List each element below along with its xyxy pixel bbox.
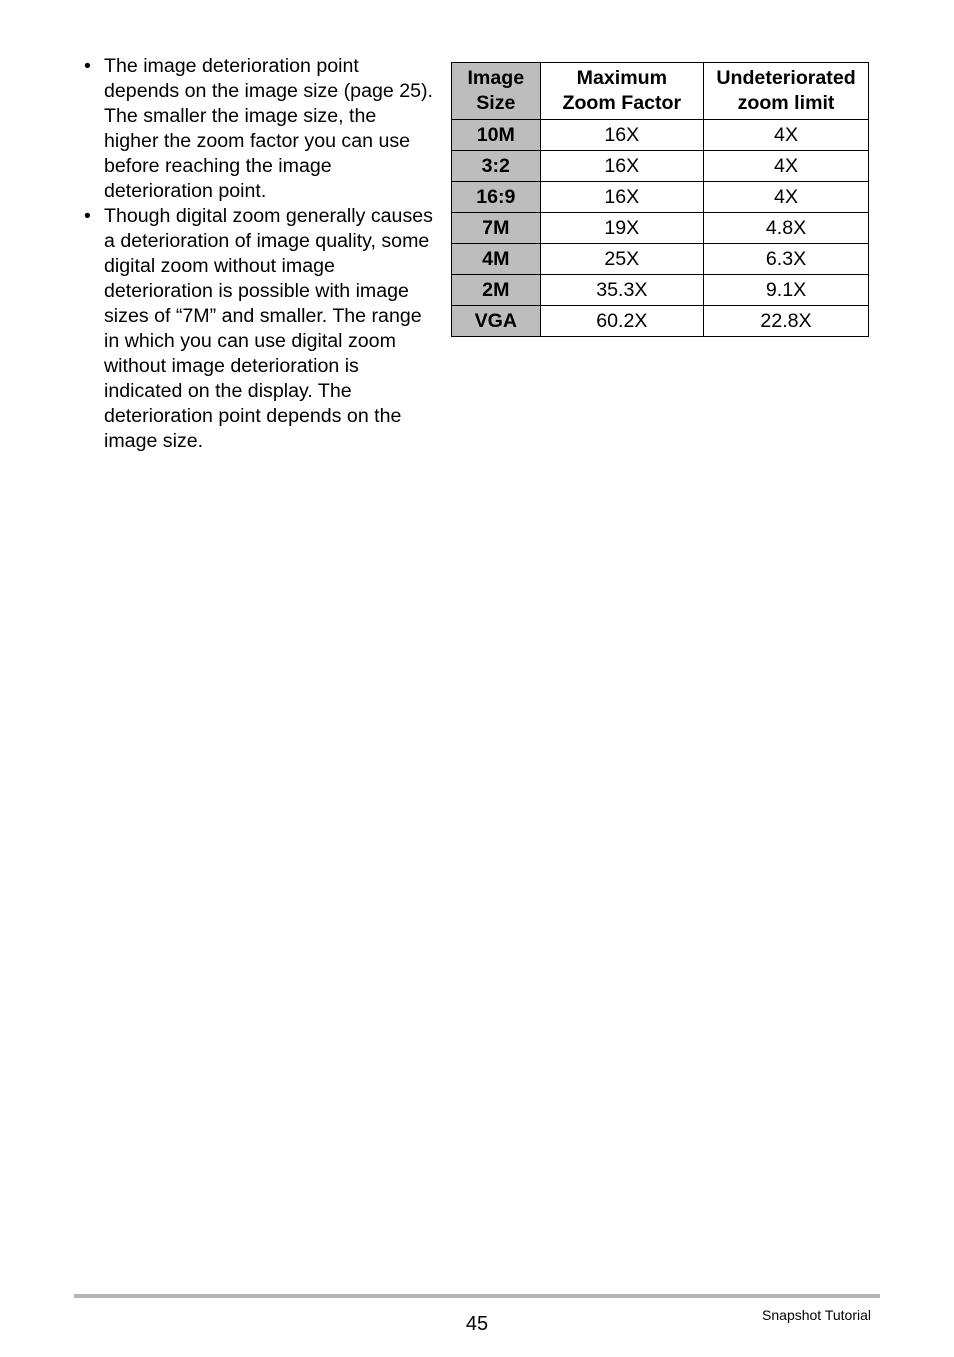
table-row xyxy=(452,306,869,337)
table-row xyxy=(452,213,869,244)
cell-max-zoom: 16X xyxy=(540,120,703,151)
cell-image-size: 3:2 xyxy=(452,151,541,182)
bullet-text: The image deterioration point depends on the image size (page 25). The smaller the image size, the higher the zoom factor you can use before reaching the image deterioration point. xyxy=(104,55,433,202)
footer-section-title: Snapshot Tutorial xyxy=(762,1307,871,1323)
header-undeteriorated-limit: Undeteriorated zoom limit xyxy=(704,63,869,120)
bullet-icon: • xyxy=(84,55,91,77)
zoom-factor-table xyxy=(451,62,869,337)
table-header-row xyxy=(452,63,869,120)
table-row xyxy=(452,275,869,306)
cell-max-zoom: 35.3X xyxy=(540,275,703,306)
cell-max-zoom: 16X xyxy=(540,182,703,213)
cell-image-size: 4M xyxy=(452,244,541,275)
page-number: 45 xyxy=(465,1313,489,1335)
bullet-item xyxy=(84,204,434,454)
cell-image-size: 7M xyxy=(452,213,541,244)
cell-undeteriorated-limit: 4X xyxy=(704,120,869,151)
bullet-item xyxy=(84,54,434,204)
cell-max-zoom: 19X xyxy=(540,213,703,244)
header-max-zoom: Maximum Zoom Factor xyxy=(540,63,703,120)
cell-image-size: 16:9 xyxy=(452,182,541,213)
cell-max-zoom: 60.2X xyxy=(540,306,703,337)
cell-undeteriorated-limit: 4X xyxy=(704,182,869,213)
table-row xyxy=(452,151,869,182)
footer-divider xyxy=(74,1294,880,1298)
cell-max-zoom: 25X xyxy=(540,244,703,275)
cell-image-size: 2M xyxy=(452,275,541,306)
cell-image-size: 10M xyxy=(452,120,541,151)
header-image-size: Image Size xyxy=(452,63,541,120)
cell-undeteriorated-limit: 6.3X xyxy=(704,244,869,275)
cell-undeteriorated-limit: 4X xyxy=(704,151,869,182)
cell-undeteriorated-limit: 22.8X xyxy=(704,306,869,337)
table-row xyxy=(452,120,869,151)
cell-undeteriorated-limit: 4.8X xyxy=(704,213,869,244)
cell-undeteriorated-limit: 9.1X xyxy=(704,275,869,306)
bullet-list xyxy=(84,54,434,454)
table-row xyxy=(452,244,869,275)
cell-max-zoom: 16X xyxy=(540,151,703,182)
table-row xyxy=(452,182,869,213)
bullet-text: Though digital zoom generally causes a deterioration of image quality, some digital zoom without image deterioration is possible with image sizes of “7M” and smaller. The range in which you can use digital zoom without image deterioration is indicated on the display. The deterioration point depends on the image size. xyxy=(104,205,433,452)
bullet-icon: • xyxy=(84,205,91,227)
cell-image-size: VGA xyxy=(452,306,541,337)
